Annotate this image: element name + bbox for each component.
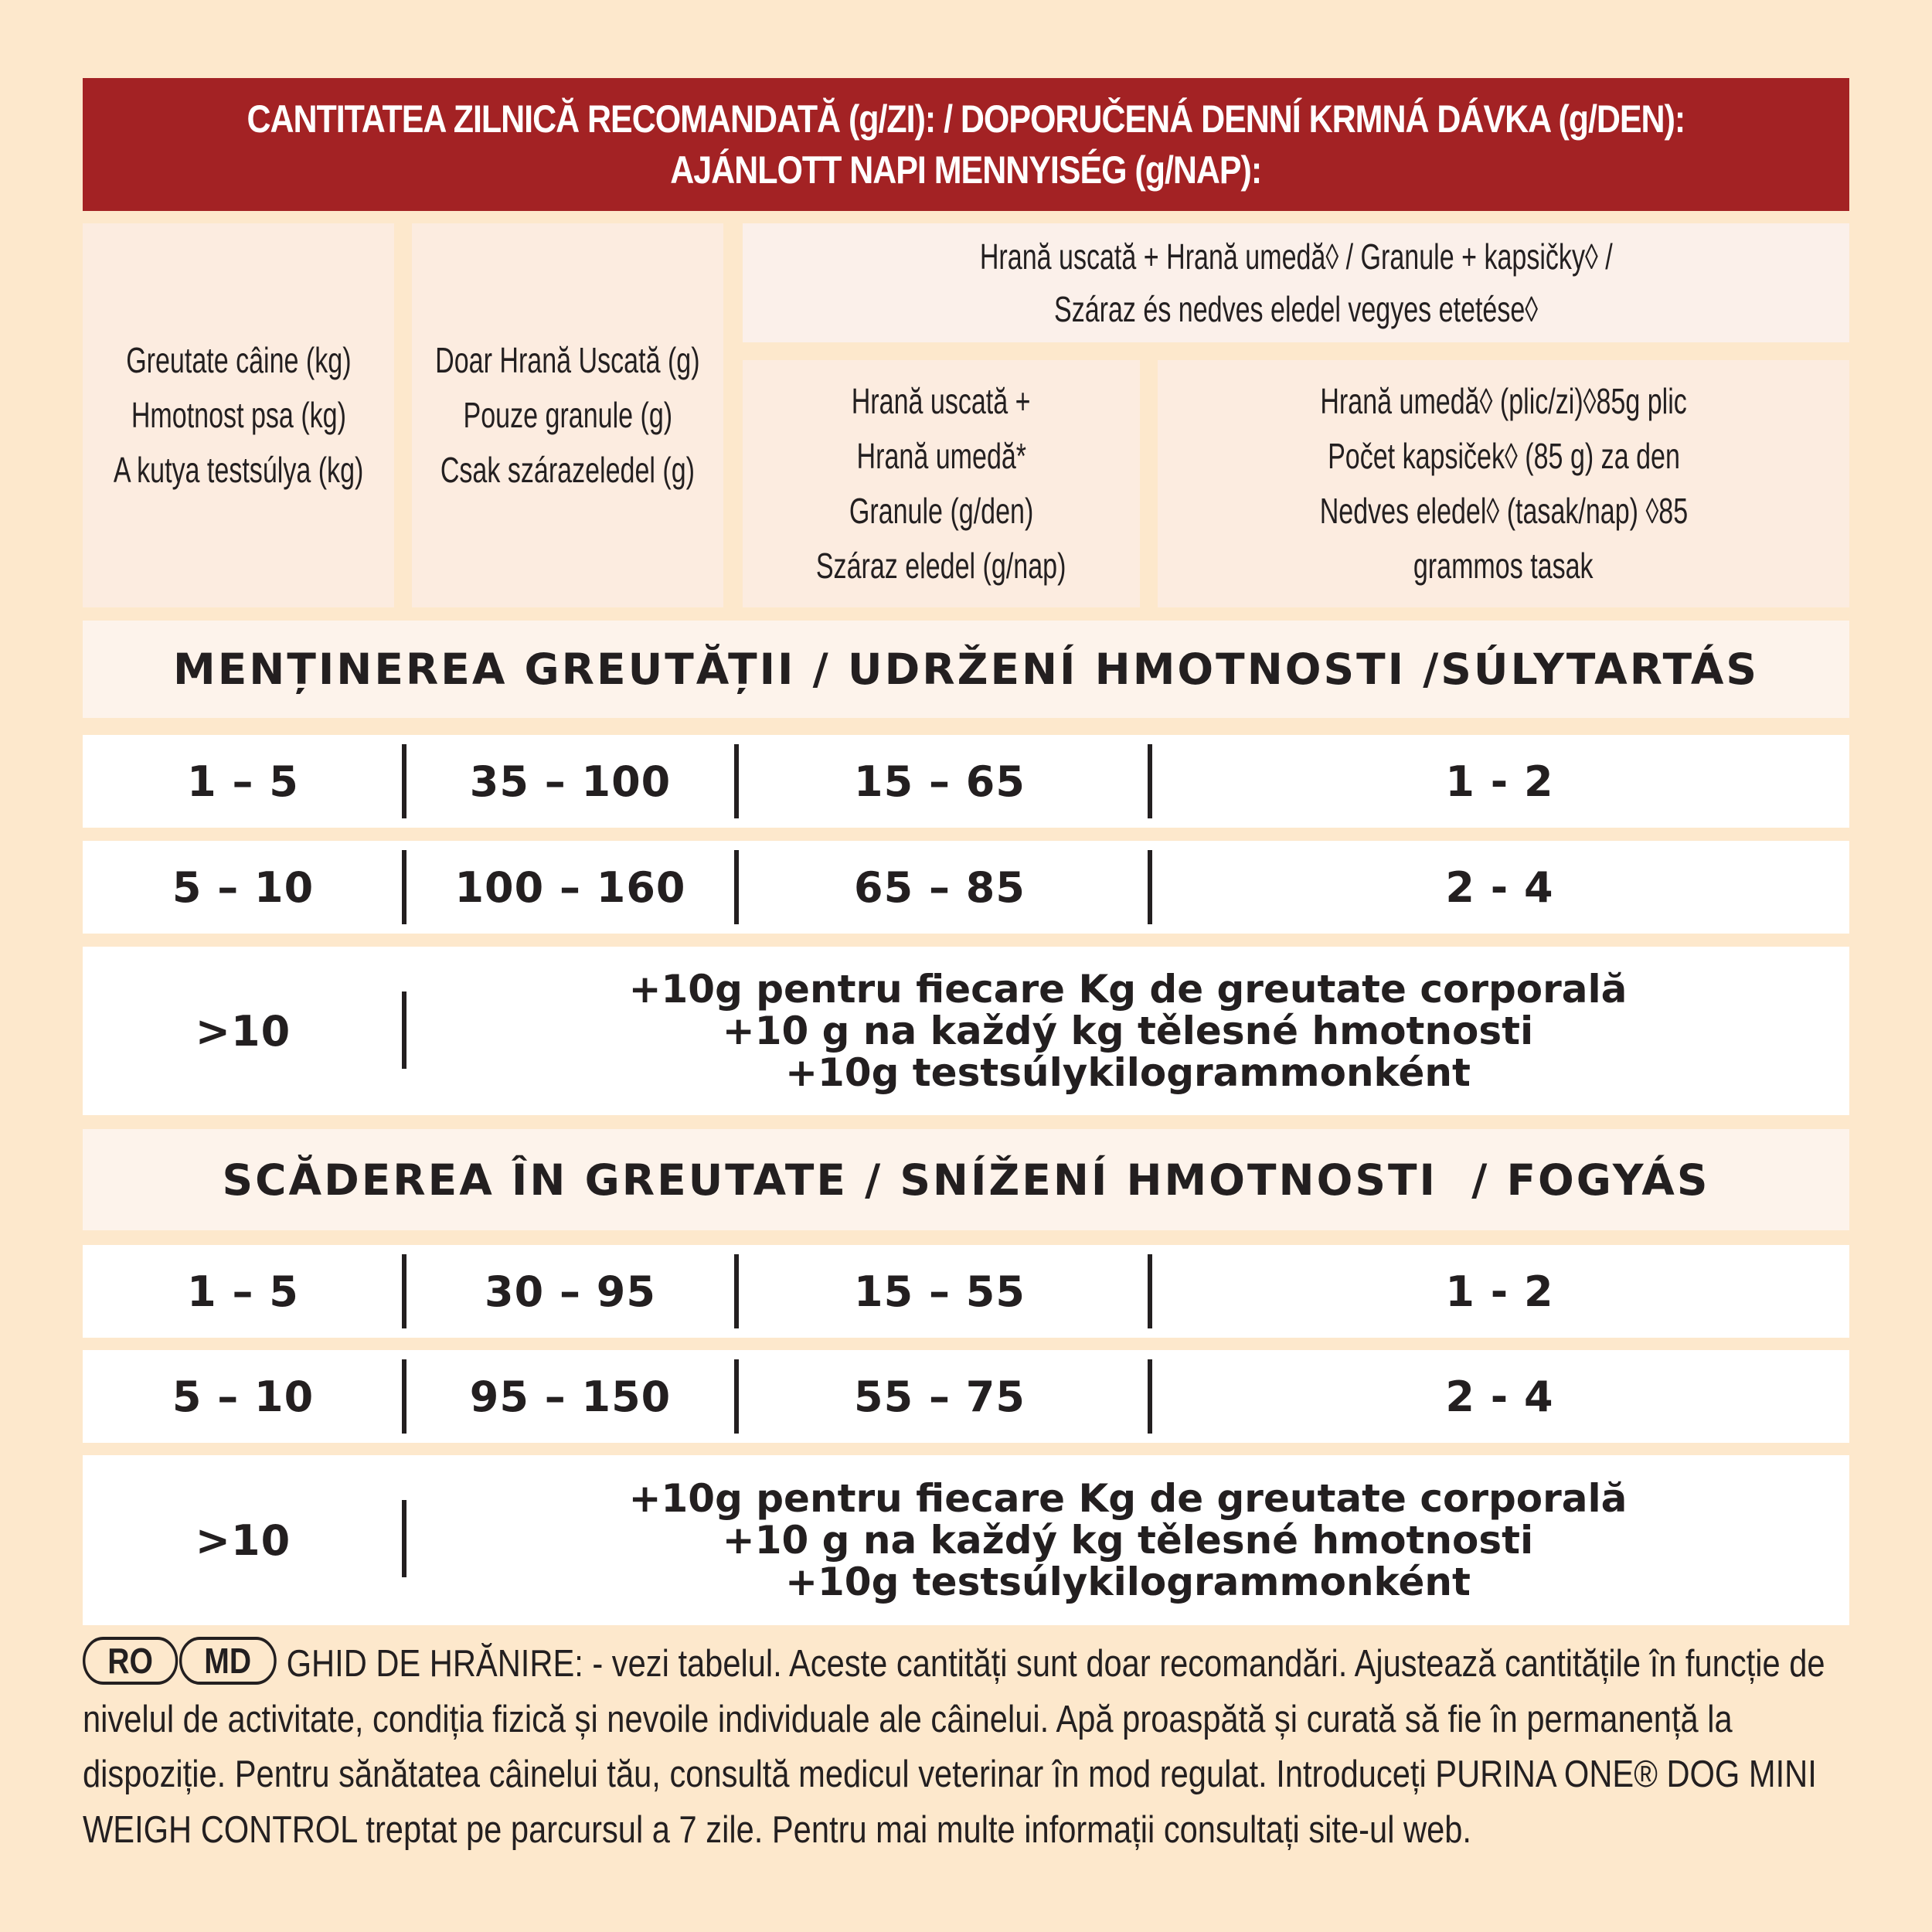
- title-banner: [83, 78, 1849, 211]
- cell-wet: 1 - 2: [1445, 757, 1554, 806]
- extra-note-hu: +10g testsúlykilogrammonként: [785, 1050, 1471, 1095]
- header-mixed: [743, 223, 1849, 342]
- header-dry-cz: Pouze granule (g): [463, 395, 672, 435]
- cell-weight: 5 – 10: [172, 1372, 315, 1421]
- header-dry-ro: Doar Hrană Uscată (g): [435, 340, 700, 380]
- cell-mixed-dry: 15 – 55: [854, 1267, 1026, 1316]
- cell-wet: 2 - 4: [1445, 1372, 1554, 1421]
- badge-ro: RO: [83, 1637, 178, 1685]
- badge-md: MD: [179, 1637, 276, 1685]
- extra-note-ro: +10g pentru fiecare Kg de greutate corporală: [628, 1476, 1628, 1521]
- cell-mixed-dry: 15 – 65: [854, 757, 1026, 806]
- header-mixed-wet-line-3: Nedves eledel◊ (tasak/nap) ◊85: [1319, 491, 1688, 531]
- cell-weight: 1 – 5: [187, 1267, 299, 1316]
- header-mixed-dry-line-2: Hrană umedă*: [856, 436, 1026, 476]
- header-mixed-wet: [1158, 360, 1849, 607]
- header-mixed-dry-line-4: Száraz eledel (g/nap): [816, 546, 1066, 586]
- cell-wet: 1 - 2: [1445, 1267, 1554, 1316]
- table-row: [83, 1245, 1849, 1338]
- title-line-2: AJÁNLOTT NAPI MENNYISÉG (g/NAP):: [670, 148, 1262, 192]
- cell-wet: 2 - 4: [1445, 862, 1554, 912]
- cell-mixed-dry: 55 – 75: [854, 1372, 1026, 1421]
- section-title: SCĂDEREA ÎN GREUTATE / SNÍŽENÍ HMOTNOSTI / FOGYÁS: [222, 1155, 1710, 1205]
- feeding-guide: [83, 1637, 1876, 1858]
- cell-weight: >10: [195, 1515, 291, 1565]
- cell-dry: 35 – 100: [469, 757, 672, 806]
- extra-note-ro: +10g pentru fiecare Kg de greutate corporală: [628, 967, 1628, 1012]
- table-row-extra: [83, 1455, 1849, 1625]
- header-mixed-line-2: Száraz és nedves eledel vegyes etetése◊: [1053, 289, 1539, 329]
- cell-mixed-dry: 65 – 85: [854, 862, 1026, 912]
- header-dry-only: [412, 223, 723, 607]
- extra-note-cz: +10 g na každý kg tělesné hmotnosti: [722, 1009, 1534, 1053]
- table-row: [83, 1350, 1849, 1443]
- header-mixed-wet-line-1: Hrană umedă◊ (plic/zi)◊85g plic: [1320, 381, 1687, 421]
- header-mixed-dry-line-1: Hrană uscată +: [852, 381, 1031, 421]
- header-mixed-dry-line-3: Granule (g/den): [849, 491, 1034, 531]
- extra-note: [406, 947, 1849, 1115]
- header-weight-hu: A kutya testsúlya (kg): [113, 450, 364, 490]
- table-row: [83, 735, 1849, 828]
- table-row-extra: [83, 947, 1849, 1115]
- cell-dry: 95 – 150: [469, 1372, 672, 1421]
- section-title: MENȚINEREA GREUTĂȚII / UDRŽENÍ HMOTNOSTI /SÚLYTARTÁS: [172, 645, 1760, 694]
- extra-note: [406, 1455, 1849, 1625]
- cell-weight: 5 – 10: [172, 862, 315, 912]
- table-row: [83, 841, 1849, 934]
- extra-note-cz: +10 g na každý kg tělesné hmotnosti: [722, 1518, 1534, 1563]
- cell-dry: 30 – 95: [485, 1267, 656, 1316]
- header-weight-cz: Hmotnost psa (kg): [131, 395, 346, 435]
- header-dry-hu: Csak szárazeledel (g): [440, 450, 696, 490]
- header-mixed-line-1: Hrană uscată + Hrană umedă◊ / Granule + kapsičky◊ /: [979, 236, 1613, 277]
- header-mixed-dry: [743, 360, 1140, 607]
- extra-note-hu: +10g testsúlykilogrammonként: [785, 1560, 1471, 1604]
- cell-dry: 100 – 160: [454, 862, 686, 912]
- header-weight-ro: Greutate câine (kg): [125, 340, 352, 380]
- header-mixed-wet-line-2: Počet kapsiček◊ (85 g) za den: [1327, 436, 1680, 476]
- title-line-1: CANTITATEA ZILNICĂ RECOMANDATĂ (g/ZI): / DOPORUČENÁ DENNÍ KRMNÁ DÁVKA (g/DEN):: [247, 97, 1685, 141]
- section-weight-maintenance: [83, 621, 1849, 718]
- cell-weight: >10: [195, 1006, 291, 1056]
- section-weight-loss: [83, 1129, 1849, 1230]
- cell-weight: 1 – 5: [187, 757, 299, 806]
- header-mixed-wet-line-4: grammos tasak: [1413, 546, 1594, 586]
- header-weight: [83, 223, 394, 607]
- feeding-guide-text: GHID DE HRĂNIRE: - vezi tabelul. Aceste cantități sunt doar recomandări. Ajustează cantitățile în funcție de nivelul de activitate, condiția fizică și nevoile individuale ale câinelui. Apă proaspătă și curată să fie în permanență la dispoziție. Pentru sănătatea câinelui tău, consultă medicul veterinar în mod regulat. Introduceți PURINA ONE® DOG MINI WEIGH CONTROL treptat pe parcursul a 7 zile. Pentru mai multe informații consultați site-ul web.: [83, 1643, 1825, 1851]
